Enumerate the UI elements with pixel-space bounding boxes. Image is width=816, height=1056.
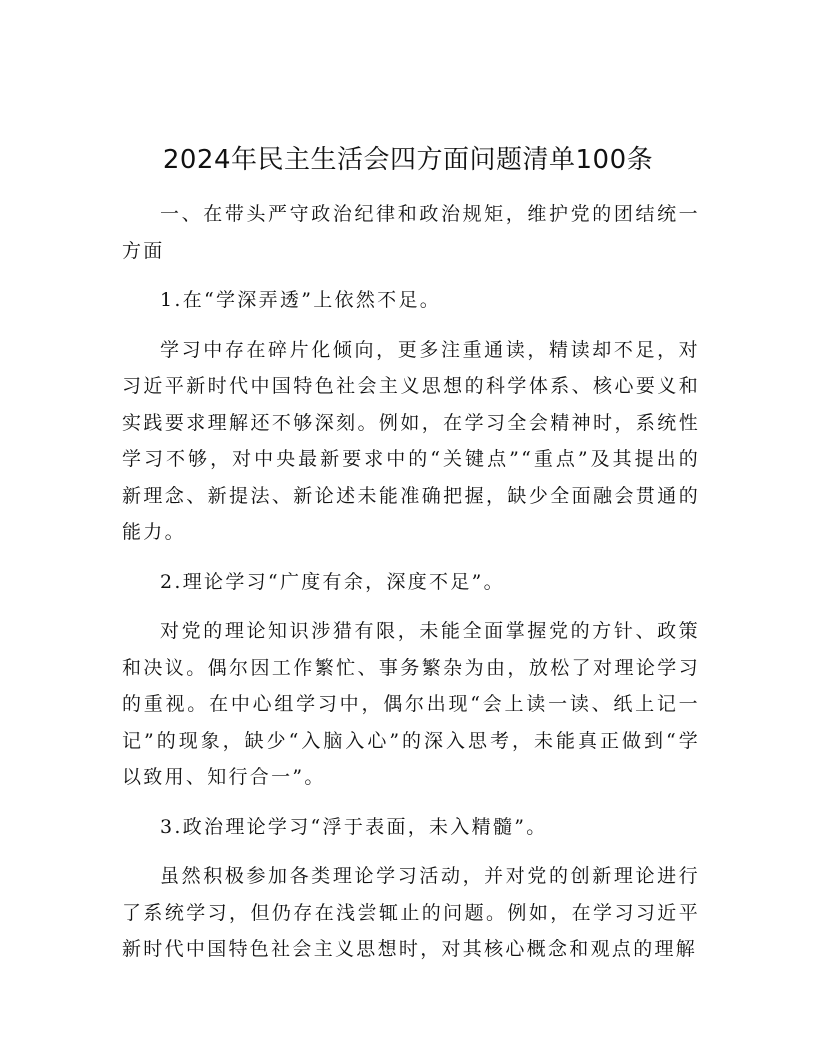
document-title: 2024年民主生活会四方面问题清单100条 — [162, 145, 654, 175]
item-heading-3: 3.政治理论学习“浮于表面，未入精髓”。 — [160, 815, 548, 838]
section-heading: 一、在带头严守政治纪律和政治规矩，维护党的团结统一方面 — [122, 203, 700, 262]
document-body — [122, 196, 700, 981]
item-body-2: 对党的理论知识涉猎有限，未能全面掌握党的方针、政策和决议。偶尔因工作繁忙、事务繁杂为由，放松了对理论学习的重视。在中心组学习中，偶尔出现“会上读一读、纸上记一记”的现象，缺少“入脑入心”的深入思考，未能真正做到“学以致用、知行合一”。 — [122, 620, 700, 788]
item-body-3: 虽然积极参加各类理论学习活动，并对党的创新理论进行了系统学习，但仍存在浅尝辄止的问题。例如，在学习习近平新时代中国特色社会主义思想时，对其核心概念和观点的理解 — [122, 865, 700, 960]
item-body-1: 学习中存在碎片化倾向，更多注重通读，精读却不足，对习近平新时代中国特色社会主义思想的科学体系、核心要义和实践要求理解还不够深刻。例如，在学习全会精神时，系统性学习不够，对中央最新要求中的“关键点”“重点”及其提出的新理念、新提法、新论述未能准确把握，缺少全面融会贯通的能力。 — [122, 338, 700, 543]
item-heading-2: 2.理论学习“广度有余，深度不足”。 — [160, 570, 505, 593]
item-heading-1: 1.在“学深弄透”上依然不足。 — [160, 289, 442, 311]
